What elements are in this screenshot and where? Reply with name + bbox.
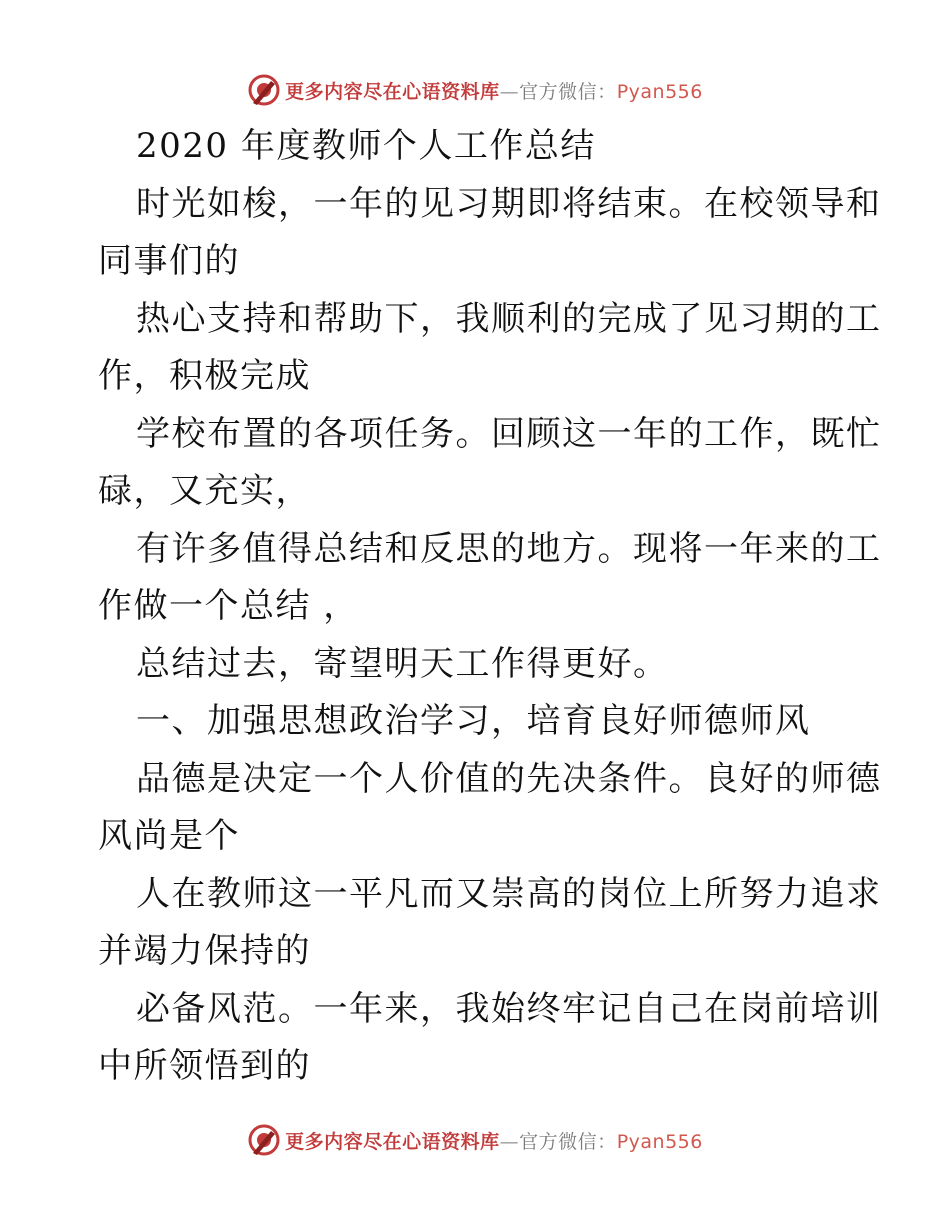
text-line: 热心支持和帮助下，我顺利的完成了见习期的工 [136,298,882,339]
watermark-wechat-id: Pyan556 [616,80,703,103]
watermark-text [285,77,703,104]
text-line: 总结过去，寄望明天工作得更好。 [136,643,669,684]
text-line: 同事们的 [98,241,240,281]
text-line: 风尚是个 [98,816,240,856]
watermark-label: 官方微信： [519,80,617,103]
header-watermark [0,70,950,110]
text-line: 学校布置的各项任务。回顾这一年的工作，既忙 [136,413,882,454]
watermark-wechat-id: Pyan556 [616,1130,703,1153]
text-line: 作做一个总结 ， [98,586,359,626]
text-line: 时光如梭，一年的见习期即将结束。在校领导和 [136,183,882,224]
text-line: 并竭力保持的 [98,931,311,971]
text-line: 中所领悟到的 [98,1046,311,1086]
text-line: 人在教师这一平凡而又崇高的岗位上所努力追求 [136,873,882,914]
watermark-separator: — [499,1130,520,1153]
watermark-text [285,1127,703,1154]
document-title: 2020 年度教师个人工作总结 [136,126,596,166]
document-body [98,118,882,1096]
watermark-separator: — [499,80,520,103]
text-line: 一、加强思想政治学习，培育良好师德师风 [136,701,811,741]
watermark-main-text: 更多内容尽在心语资料库 [285,80,500,103]
red-pen-logo-icon [247,73,281,107]
text-line: 有许多值得总结和反思的地方。现将一年来的工 [136,528,882,569]
text-line: 碌，又充实， [98,471,311,511]
text-line: 品德是决定一个人价值的先决条件。良好的师德 [136,758,882,799]
watermark-main-text: 更多内容尽在心语资料库 [285,1130,500,1153]
footer-watermark [0,1120,950,1160]
text-line: 必备风范。一年来，我始终牢记自己在岗前培训 [136,988,882,1029]
text-line: 作，积极完成 [98,356,311,396]
watermark-label: 官方微信： [519,1130,617,1153]
red-pen-logo-icon [247,1123,281,1157]
